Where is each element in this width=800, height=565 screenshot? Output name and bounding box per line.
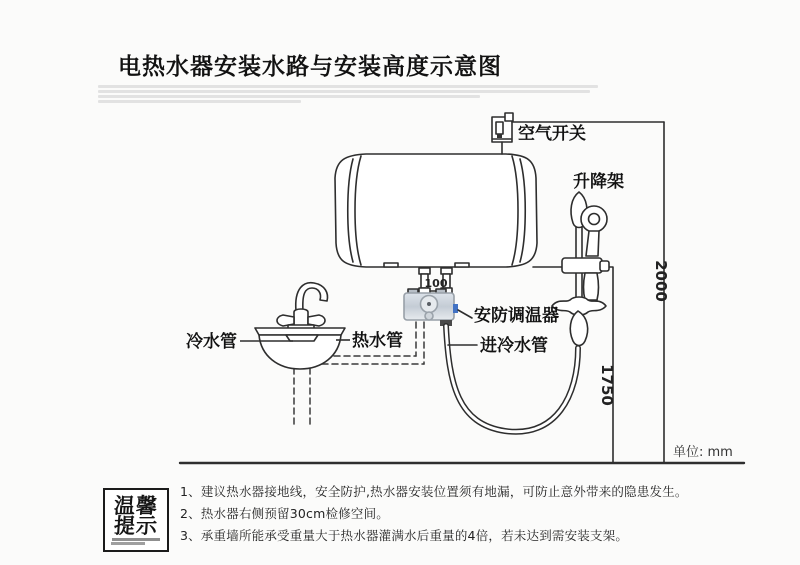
label-thermostat: 安防调温器 bbox=[474, 306, 559, 326]
label-inlet-cold-pipe: 进冷水管 bbox=[480, 336, 548, 356]
label-lift-rack: 升降架 bbox=[573, 172, 624, 192]
note-line: 2、热水器右侧预留30cm检修空间。 bbox=[180, 506, 390, 521]
shower-slide-rack bbox=[552, 192, 609, 346]
basin-rim bbox=[255, 328, 345, 335]
rack-slider-clamp bbox=[562, 258, 602, 273]
safety-thermostat-valve bbox=[404, 289, 458, 326]
label-hot-pipe: 热水管 bbox=[352, 331, 403, 351]
unit-label: 单位: mm bbox=[673, 445, 733, 460]
note-line: 3、承重墙所能承受重量大于热水器灌满水后重量的4倍，若未达到需安装支架。 bbox=[180, 528, 629, 543]
thermostat-blue-tab bbox=[453, 304, 458, 313]
page-title: 电热水器安装水路与安装高度示意图 bbox=[118, 54, 502, 80]
water-heater-tank bbox=[335, 154, 537, 267]
thermostat-leader-line bbox=[458, 310, 472, 318]
label-cold-pipe: 冷水管 bbox=[186, 332, 237, 352]
dim-text-100: 100 bbox=[424, 277, 448, 290]
hand-shower-lower bbox=[570, 311, 587, 346]
warm-tips-fine-print bbox=[111, 542, 145, 545]
warm-tips-badge bbox=[103, 488, 169, 552]
air-switch-icon bbox=[492, 113, 513, 142]
warm-tips-word-bottom: 提示 bbox=[113, 513, 159, 538]
basin-drain bbox=[286, 335, 318, 341]
installation-notes bbox=[180, 481, 740, 547]
warm-tips-word-top: 温馨 bbox=[113, 493, 159, 518]
dim-text-1750: 1750 bbox=[598, 364, 616, 406]
dim-text-2000: 2000 bbox=[652, 260, 670, 302]
label-air-switch: 空气开关 bbox=[518, 124, 586, 144]
note-line: 1、建议热水器接地线，安全防护,热水器安装位置须有地漏，可防止意外带来的隐患发生。 bbox=[180, 484, 688, 499]
faucet-spout bbox=[296, 283, 328, 311]
wash-basin bbox=[255, 283, 345, 369]
